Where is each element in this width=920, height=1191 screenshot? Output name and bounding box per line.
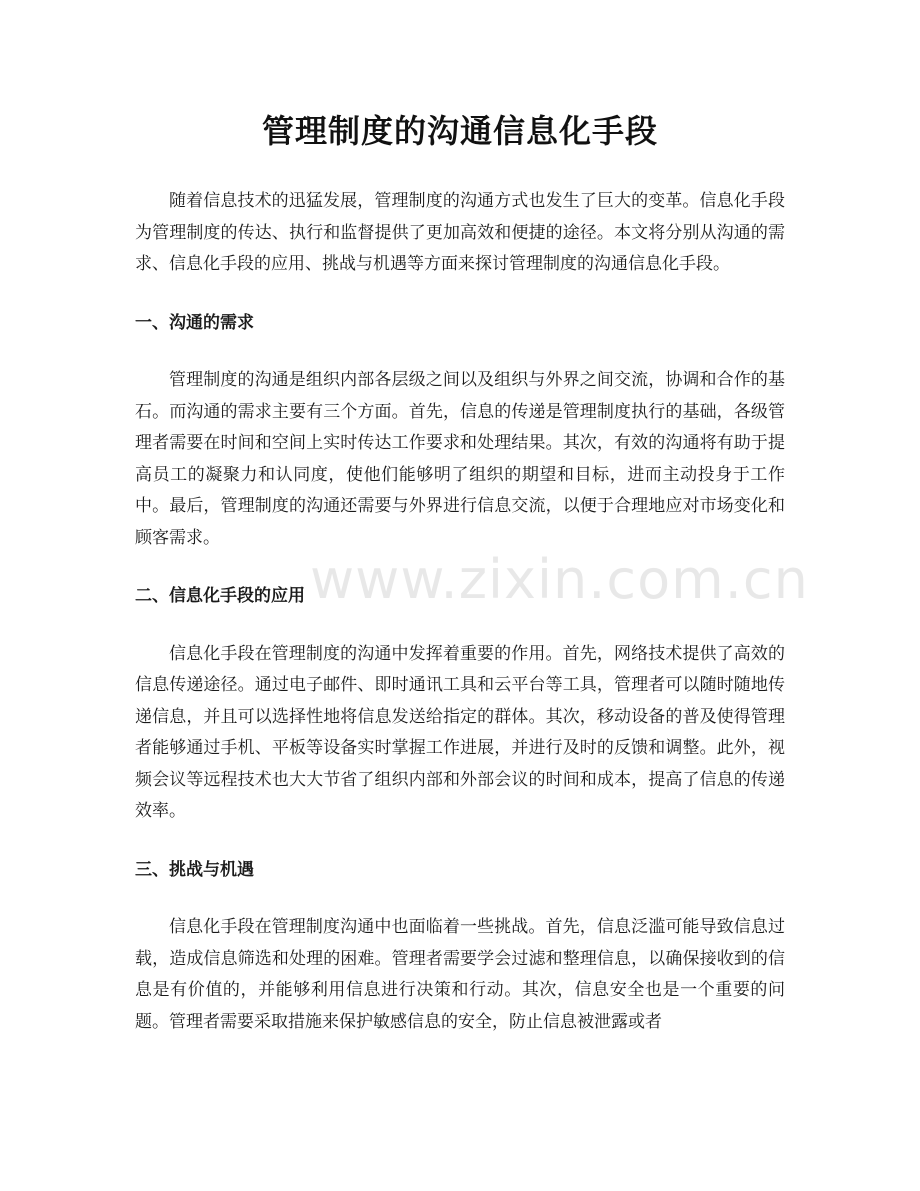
section-paragraph-needs: 管理制度的沟通是组织内部各层级之间以及组织与外界之间交流，协调和合作的基石。而沟通的需求主要有三个方面。首先，信息的传递是管理制度执行的基础，各级管理者需要在时间和空间上实时传达工作要求和处理结果。其次，有效的沟通将有助于提高员工的凝聚力和认同度，使他们能够明了组织的期望和目标，进而主动投身于工作中。最后，管理制度的沟通还需要与外界进行信息交流，以便于合理地应对市场变化和顾客需求。 <box>135 370 785 548</box>
watermark: www.zixin.com.cn <box>310 548 809 611</box>
section-paragraph-challenges: 信息化手段在管理制度沟通中也面临着一些挑战。首先，信息泛滥可能导致信息过载，造成信息筛选和处理的困难。管理者需要学会过滤和整理信息，以确保接收到的信息是有价值的，并能够利用信息进行决策和行动。其次，信息安全也是一个重要的问题。管理者需要采取措施来保护敏感信息的安全，防止信息被泄露或者 <box>135 917 785 1032</box>
section-heading-applications: 二、信息化手段的应用 <box>135 586 305 606</box>
document-body <box>135 186 785 1038</box>
document-title: 管理制度的沟通信息化手段 <box>261 112 658 150</box>
section-paragraph-applications: 信息化手段在管理制度的沟通中发挥着重要的作用。首先，网络技术提供了高效的信息传递途径。通过电子邮件、即时通讯工具和云平台等工具，管理者可以随时随地传递信息，并且可以选择性地将信息发送给指定的群体。其次，移动设备的普及使得管理者能够通过手机、平板等设备实时掌握工作进展，并进行及时的反馈和调整。此外，视频会议等远程技术也大大节省了组织内部和外部会议的时间和成本，提高了信息的传递效率。 <box>135 643 785 821</box>
intro-paragraph: 随着信息技术的迅猛发展，管理制度的沟通方式也发生了巨大的变革。信息化手段为管理制度的传达、执行和监督提供了更加高效和便捷的途径。本文将分别从沟通的需求、信息化手段的应用、挑战与机遇等方面来探讨管理制度的沟通信息化手段。 <box>135 191 785 274</box>
section-heading-needs: 一、沟通的需求 <box>135 312 254 333</box>
section-heading-challenges: 三、挑战与机遇 <box>135 859 254 880</box>
